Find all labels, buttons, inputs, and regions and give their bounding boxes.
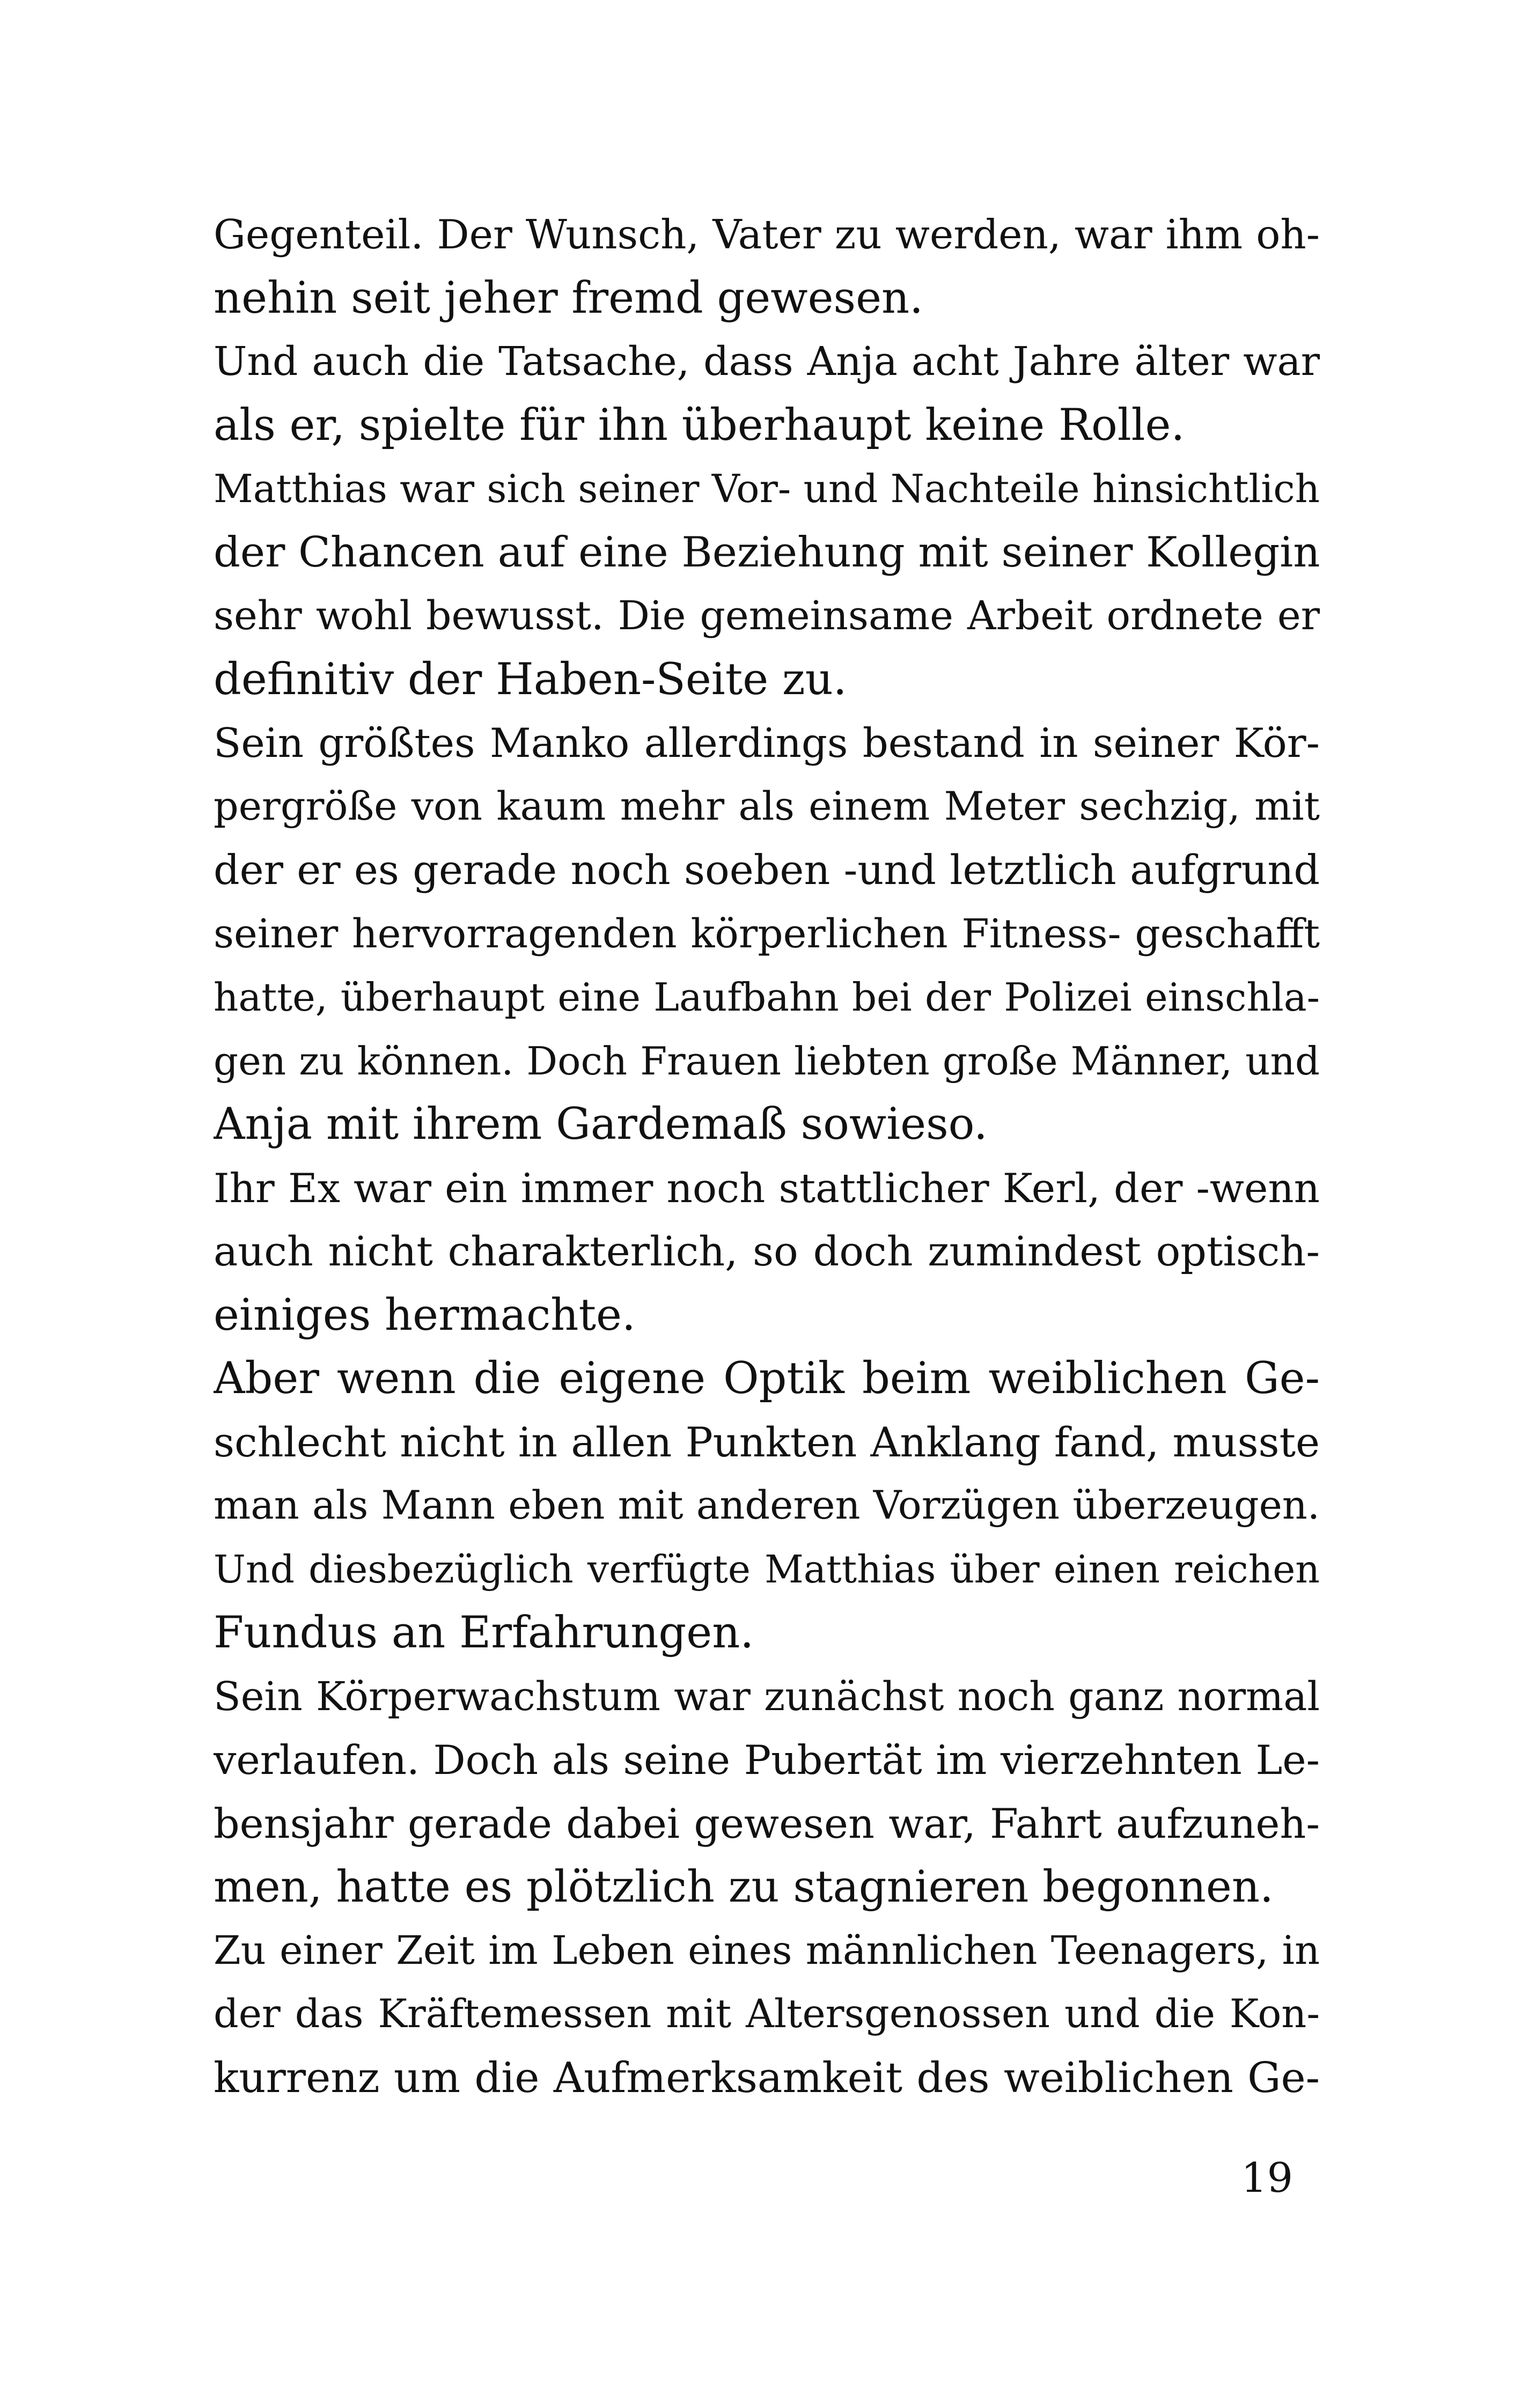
text-line: seiner hervorragenden körperlichen Fitness- geschafft [214,910,1320,957]
text-line: man als Mann eben mit anderen Vorzügen überzeugen. [214,1483,1320,1528]
text-line: schlecht nicht in allen Punkten Anklang fand, musste [214,1418,1320,1466]
text-line: Zu einer Zeit im Leben eines männlichen Teenagers, in [214,1927,1320,1973]
text-line: bensjahr gerade dabei gewesen war, Fahrt aufzuneh- [214,1799,1320,1847]
text-line: der Chancen auf eine Beziehung mit seiner Kollegin [214,528,1320,577]
text-line: Anja mit ihrem Gardemaß sowieso. [214,1099,988,1150]
text-line: Ihr Ex war ein immer noch stattlicher Kerl, der -wenn [214,1164,1320,1212]
text-line: Aber wenn die eigene Optik beim weiblichen Ge- [214,1353,1320,1404]
text-line: kurrenz um die Aufmerksamkeit des weiblichen Ge- [214,2053,1320,2102]
body-text [214,203,1320,2110]
text-line: Sein größtes Manko allerdings bestand in seiner Kör- [214,719,1320,767]
text-line: auch nicht charakterlich, so doch zumindest optisch- [214,1227,1320,1275]
text-line: pergröße von kaum mehr als einem Meter sechzig, mit [214,783,1320,829]
page-number: 19 [1241,2154,1293,2201]
text-line: der er es gerade noch soeben -und letztlich aufgrund [214,846,1320,894]
text-line: Gegenteil. Der Wunsch, Vater zu werden, war ihm oh- [214,211,1320,258]
text-line: Und auch die Tatsache, dass Anja acht Jahre älter war [214,338,1320,385]
text-line: Und diesbezüglich verfügte Matthias über einen reichen [214,1547,1320,1592]
text-line: sehr wohl bewusst. Die gemeinsame Arbeit ordnete er [214,593,1320,639]
text-line: gen zu können. Doch Frauen liebten große Männer, und [214,1038,1320,1084]
text-line: nehin seit jeher fremd gewesen. [214,273,923,323]
text-line: der das Kräftemessen mit Altersgenossen und die Kon- [214,1991,1320,2037]
text-line: Fundus an Erfahrungen. [214,1608,754,1658]
text-line: hatte, überhaupt eine Laufbahn bei der Polizei einschla- [214,975,1320,1020]
text-line: Sein Körperwachstum war zunächst noch ganz normal [214,1673,1320,1720]
text-line: men, hatte es plötzlich zu stagnieren begonnen. [214,1862,1274,1912]
text-line: Matthias war sich seiner Vor- und Nachteile hinsichtlich [214,466,1320,511]
text-line: einiges hermachte. [214,1290,636,1341]
text-line: verlaufen. Doch als seine Pubertät im vierzehnten Le- [214,1736,1320,1784]
text-line: definitiv der Haben-Seite zu. [214,654,847,705]
text-line: als er, spielte für ihn überhaupt keine Rolle. [214,400,1185,451]
